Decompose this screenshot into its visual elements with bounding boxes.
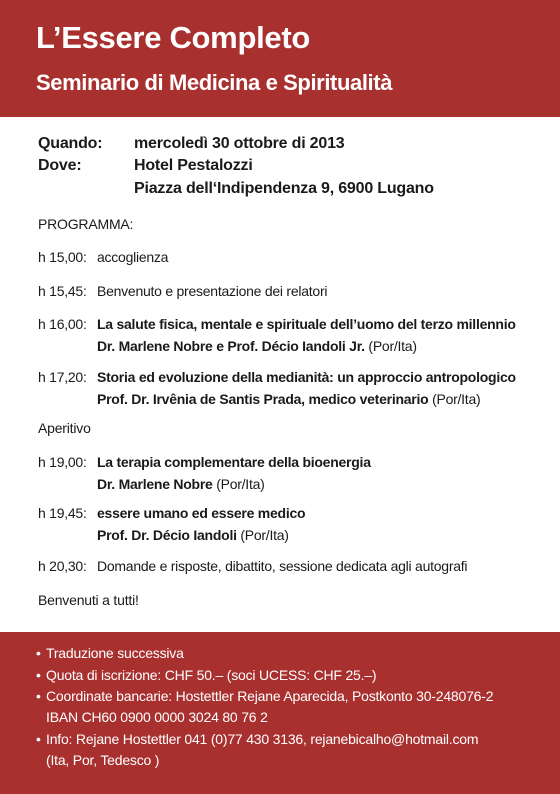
item-text: accoglienza (97, 249, 169, 265)
item-speaker: Dr. Marlene Nobre e Prof. Décio Iandoli Jr. (97, 338, 365, 354)
item-speaker: Prof. Dr. Décio Iandoli (97, 527, 237, 543)
bullet-icon: • (36, 688, 41, 704)
program-heading: PROGRAMMA: (38, 216, 134, 232)
item-language: (Por/Ita) (236, 527, 289, 543)
item-title: essere umano ed essere medico (97, 505, 306, 521)
bullet-icon: • (36, 645, 41, 661)
where-label: Dove: (38, 157, 82, 174)
item-time: h 16,00: (38, 316, 87, 332)
item-language: (Por/Ita) (428, 391, 481, 407)
welcome-text: Benvenuti a tutti! (38, 592, 139, 608)
item-time: h 15,45: (38, 283, 87, 299)
item-language: (Por/Ita) (212, 476, 265, 492)
header-banner (0, 0, 560, 117)
when-value: mercoledì 30 ottobre di 2013 (134, 135, 345, 152)
translation-note: Traduzione successiva (46, 645, 184, 661)
item-title: La salute fisica, mentale e spirituale dell’uomo del terzo millennio (97, 316, 516, 332)
item-text: Domande e risposte, dibattito, sessione dedicata agli autografi (97, 558, 468, 574)
item-title: Storia ed evoluzione della medianità: un approccio antropologico (97, 369, 516, 385)
contact-info: Info: Rejane Hostettler 041 (0)77 430 3136, rejanebicalho@hotmail.com (46, 731, 479, 747)
item-speaker: Dr. Marlene Nobre (97, 476, 213, 492)
item-time: h 20,30: (38, 558, 87, 574)
item-time: h 15,00: (38, 249, 87, 265)
when-label: Quando: (38, 135, 103, 152)
bullet-icon: • (36, 667, 41, 683)
fee-note: Quota di iscrizione: CHF 50.– (soci UCESS: CHF 25.–) (46, 667, 377, 683)
item-title: La terapia complementare della bioenergia (97, 454, 371, 470)
item-time: h 19,45: (38, 505, 87, 521)
item-language: (Por/Ita) (364, 338, 417, 354)
item-time: h 19,00: (38, 454, 87, 470)
page-subtitle: Seminario di Medicina e Spiritualità (36, 70, 393, 95)
iban: IBAN CH60 0900 0000 3024 80 76 2 (46, 709, 268, 725)
page-title: L’Essere Completo (36, 20, 310, 55)
contact-languages: (Ita, Por, Tedesco ) (46, 752, 160, 768)
aperitivo-label: Aperitivo (38, 420, 91, 436)
item-speaker: Prof. Dr. Irvênia de Santis Prada, medico veterinario (97, 391, 429, 407)
where-address: Piazza dell‘Indipendenza 9, 6900 Lugano (134, 180, 434, 197)
item-time: h 17,20: (38, 369, 87, 385)
footer-banner (0, 632, 560, 794)
item-text: Benvenuto e presentazione dei relatori (97, 283, 328, 299)
bullet-icon: • (36, 731, 41, 747)
bank-details: Coordinate bancarie: Hostettler Rejane Aparecida, Postkonto 30-248076-2 (46, 688, 494, 704)
where-venue: Hotel Pestalozzi (134, 157, 253, 174)
